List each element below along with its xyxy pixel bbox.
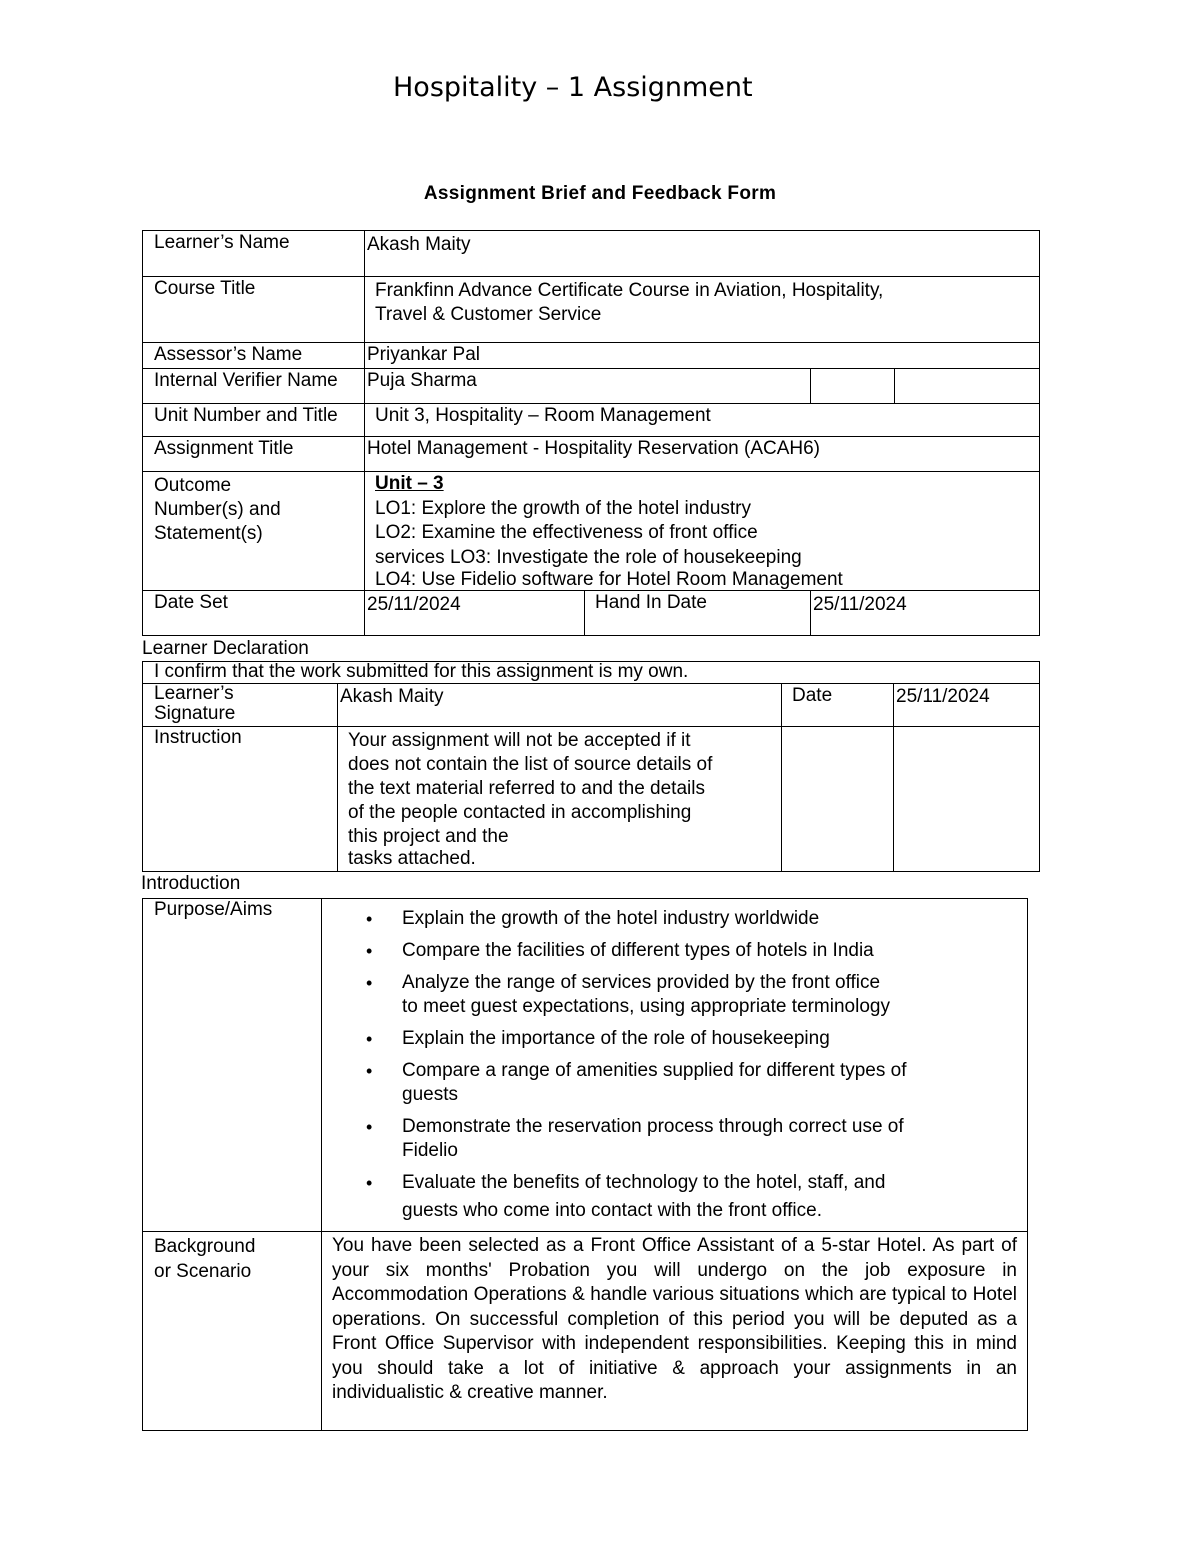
declaration-table (142, 661, 1040, 872)
introduction-table (142, 898, 1028, 1431)
aim-text: to meet guest expectations, using appropriate terminology (402, 996, 890, 1017)
instruction-line: Your assignment will not be accepted if it (348, 730, 691, 751)
outcome-label-line: Outcome (154, 475, 232, 496)
outcome-label (143, 472, 365, 591)
aim-text: Explain the growth of the hotel industry worldwide (402, 908, 820, 929)
bullet-icon: • (366, 973, 373, 993)
bullet-icon: • (366, 1173, 373, 1193)
signature-value: Akash Maity (338, 684, 782, 727)
background-label (143, 1232, 322, 1431)
bullet-icon: • (366, 1061, 373, 1081)
verifier-empty-cell (811, 369, 895, 404)
signature-label-line: Signature (154, 703, 236, 724)
aim-text: Fidelio (402, 1140, 458, 1161)
outcome-value (365, 472, 1040, 591)
aim-item (322, 1115, 1027, 1163)
aim-text: guests (402, 1084, 458, 1105)
learner-name-label: Learner’s Name (143, 231, 365, 277)
aim-item (322, 1059, 1027, 1107)
instruction-label: Instruction (143, 727, 338, 872)
aim-text: Compare a range of amenities supplied for different types of (402, 1060, 907, 1081)
learner-declaration-label: Learner Declaration (142, 638, 309, 659)
instruction-line: of the people contacted in accomplishing (348, 802, 692, 823)
verifier-label: Internal Verifier Name (143, 369, 365, 404)
outcome-label-line: Number(s) and (154, 499, 281, 520)
background-text: You have been selected as a Front Office Assistant of a 5-star Hotel. As part of your six months' Probation you will undergo on the job exposure in Accommodation Operations & handle various situations which are typical to Hotel operations. On successful completion of this period you will be deputed as a Front Office Supervisor with independent responsibilities. Keeping this in mind you should take a lot of initiative & approach your assignments in an individualistic & creative manner. (322, 1232, 1028, 1431)
outcome-statement: services LO3: Investigate the role of housekeeping (375, 546, 802, 568)
aim-text: Demonstrate the reservation process through correct use of (402, 1116, 904, 1137)
purpose-label: Purpose/Aims (143, 899, 322, 1232)
brief-table (142, 230, 1040, 636)
outcome-unit-heading: Unit – 3 (375, 473, 444, 494)
instruction-empty-cell (782, 727, 894, 872)
aim-item (322, 971, 1027, 1019)
aim-text: Analyze the range of services provided by the front office (402, 972, 881, 993)
learner-name-value: Akash Maity (365, 231, 1040, 277)
aim-text: Compare the facilities of different types of hotels in India (402, 940, 874, 961)
aim-item (322, 939, 1027, 963)
introduction-label: Introduction (141, 873, 241, 894)
aim-item (322, 1027, 1027, 1051)
declaration-date-label: Date (782, 684, 894, 727)
aim-text: Evaluate the benefits of technology to the hotel, staff, and (402, 1172, 886, 1193)
outcome-label-line: Statement(s) (154, 523, 263, 544)
outcome-statement: LO1: Explore the growth of the hotel industry (375, 497, 751, 519)
aim-item (322, 1171, 1027, 1223)
page-title: Hospitality – 1 Assignment (393, 72, 753, 103)
signature-label-line: Learner’s (154, 683, 234, 704)
course-title-line: Frankfinn Advance Certificate Course in Aviation, Hospitality, (375, 280, 884, 301)
date-set-value: 25/11/2024 (365, 591, 585, 636)
instruction-line: does not contain the list of source details of (348, 754, 713, 775)
aim-text: Explain the importance of the role of housekeeping (402, 1028, 830, 1049)
instruction-line: the text material referred to and the details (348, 778, 705, 799)
bullet-icon: • (366, 941, 373, 961)
assignment-title-value: Hotel Management - Hospitality Reservation (ACAH6) (365, 437, 1040, 472)
unit-label: Unit Number and Title (143, 404, 365, 437)
background-label-line: or Scenario (154, 1261, 252, 1282)
declaration-statement: I confirm that the work submitted for this assignment is my own. (143, 662, 1040, 684)
verifier-empty-cell (895, 369, 1040, 404)
assessor-value: Priyankar Pal (365, 343, 1040, 369)
outcome-statement: LO4: Use Fidelio software for Hotel Room Management (375, 569, 843, 590)
date-set-label: Date Set (143, 591, 365, 636)
aim-text: guests who come into contact with the front office. (402, 1200, 822, 1221)
hand-in-label: Hand In Date (585, 591, 811, 636)
instruction-line: this project and the (348, 826, 509, 847)
purpose-aims-cell (322, 899, 1028, 1232)
course-title-line: Travel & Customer Service (375, 304, 602, 325)
instruction-text (338, 727, 782, 872)
instruction-empty-cell (894, 727, 1040, 872)
bullet-icon: • (366, 909, 373, 929)
aims-list (322, 899, 1027, 1223)
course-title-label: Course Title (143, 277, 365, 343)
verifier-value: Puja Sharma (365, 369, 811, 404)
assessor-label: Assessor’s Name (143, 343, 365, 369)
unit-value: Unit 3, Hospitality – Room Management (365, 404, 1040, 437)
aim-item (322, 907, 1027, 931)
form-subtitle: Assignment Brief and Feedback Form (423, 183, 777, 204)
outcome-statement: LO2: Examine the effectiveness of front office (375, 522, 758, 543)
declaration-date-value: 25/11/2024 (894, 684, 1040, 727)
signature-label (143, 684, 338, 727)
bullet-icon: • (366, 1029, 373, 1049)
assignment-title-label: Assignment Title (143, 437, 365, 472)
bullet-icon: • (366, 1117, 373, 1137)
instruction-line: tasks attached. (348, 848, 476, 869)
hand-in-value: 25/11/2024 (811, 591, 1040, 636)
course-title-value (365, 277, 1040, 343)
background-label-line: Background (154, 1236, 256, 1257)
